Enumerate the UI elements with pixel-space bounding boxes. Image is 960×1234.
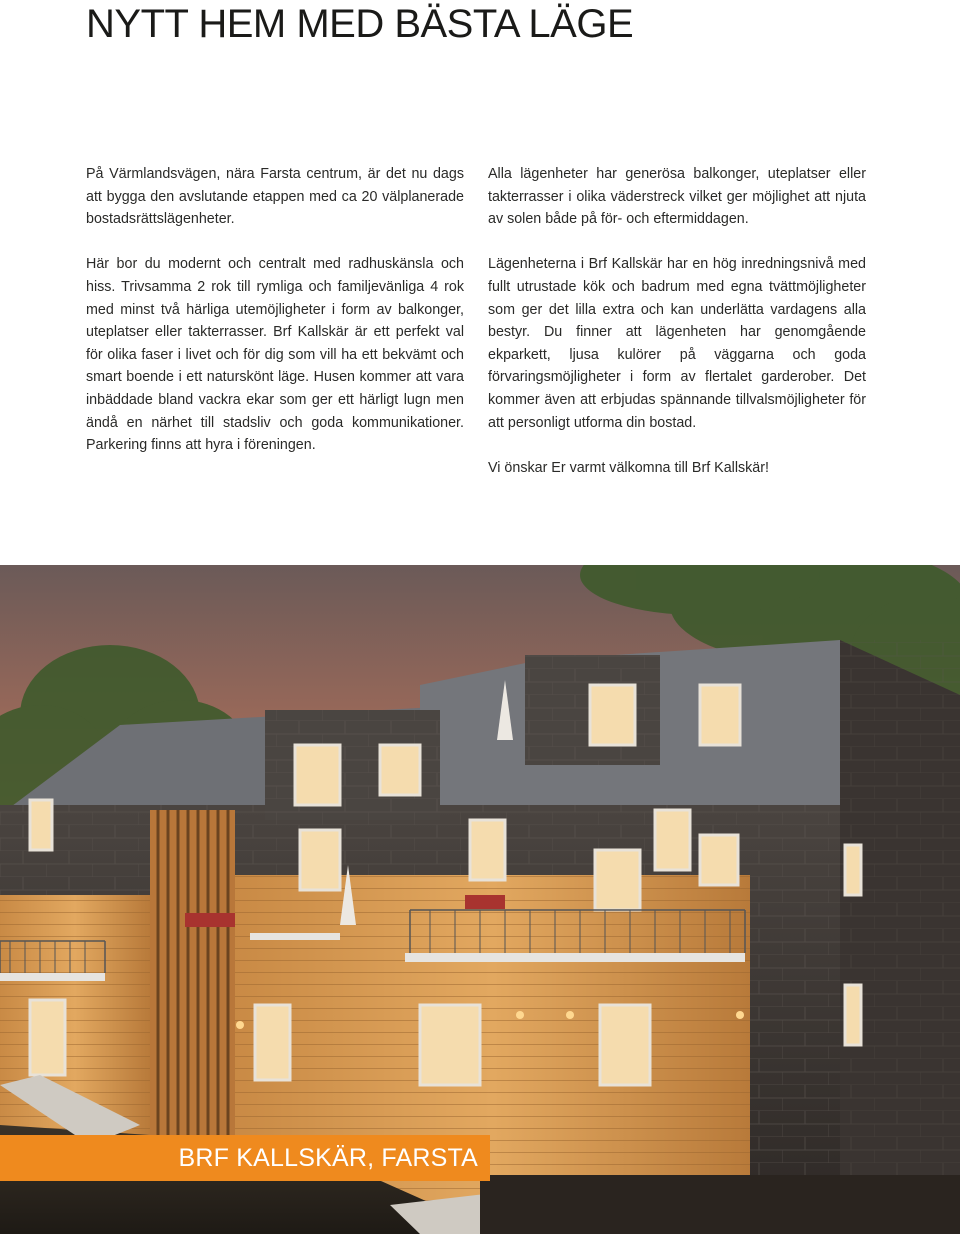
intro-paragraph: På Värmlandsvägen, nära Farsta centrum, är det nu dags att bygga den avslutande etappen med ca 20 välplanerade bostadsrättslägenheter. bbox=[86, 166, 464, 228]
interior-paragraph: Lägenheterna i Brf Kallskär har en hög inredningsnivå med fullt utrustade kök och badrum med egna tvättmöjligheter som ger det lilla extra och kan underlätta vardagens alla bestyr. Du finner att lägenheten har genomgående ekparkett, ljusa kulörer på väggarna och goda förvaringsmöjligheter i form av flertalet garderober. Det kommer även att erbjudas spännande tillvalsmöjligheter för att personligt utforma din bostad. bbox=[488, 256, 866, 431]
left-text-column bbox=[86, 163, 464, 479]
banner-label: BRF KALLSKÄR, FARSTA bbox=[178, 1143, 478, 1172]
right-text-column bbox=[488, 163, 866, 502]
project-name-banner bbox=[0, 1135, 490, 1181]
description-paragraph: Här bor du modernt och centralt med radhuskänsla och hiss. Trivsamma 2 rok till rymliga och familjevänliga 4 rok med minst två härliga utemöjligheter i form av balkonger, uteplatser eller takterrasser. Brf Kallskär är ett perfekt val för olika faser i livet och för dig som vill ha ett bekvämt och smart boende i ett naturskönt läge. Husen kommer att vara inbäddade bland vackra ekar som ger ett härligt lugn men ändå en närhet till stadsliv och goda kommunikationer. Parkering finns att hyra i föreningen. bbox=[86, 256, 464, 454]
balcony-paragraph: Alla lägenheter har generösa balkonger, uteplatser eller takterrasser i olika väderstreck vilket ger möjlighet att njuta av solen både på för- och eftermiddagen. bbox=[488, 166, 866, 228]
page-title: NYTT HEM MED BÄSTA LÄGE bbox=[86, 2, 634, 46]
welcome-paragraph: Vi önskar Er varmt välkomna till Brf Kallskär! bbox=[488, 459, 769, 476]
building-rendering-image bbox=[0, 565, 960, 1234]
